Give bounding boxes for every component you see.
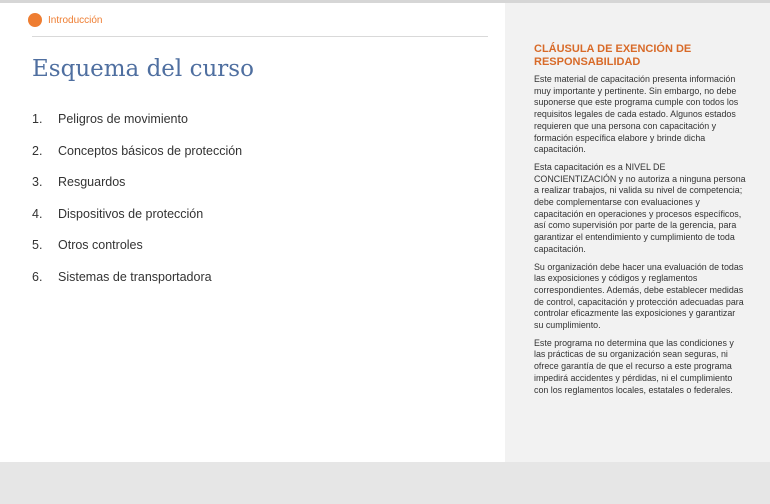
disclaimer-paragraph: Su organización debe hacer una evaluación de todas las exposiciones y códigos y reglamentos correspondientes. Además, debe establecer medidas de control, capacitación y protección adecuadas para controlar eficazmente las exposiciones y garantizar su cumplimiento. [534, 261, 744, 331]
left-panel [0, 3, 505, 462]
disclaimer-paragraph: Esta capacitación es a NIVEL DE CONCIENTIZACIÓN y no autoriza a ninguna persona a realizar trabajos, ni valida su nivel de competencia; debe complementarse con evaluaciones y capacitación en operaciones y procesos específicos, así como supervisión por parte de la gerencia, para garantizar el entendimiento y cumplimiento de toda capacitación. [534, 161, 746, 254]
disclaimer-paragraph: Este programa no determina que las condiciones y las prácticas de su organización sean seguras, ni ofrece garantía de que el recurso a este programa impedirá accidentes y pérdidas, ni el cumplimiento con los reglamentos locales, estatales o federales. [534, 337, 734, 395]
outline-item[interactable] [32, 112, 472, 144]
course-outline-list [32, 112, 472, 302]
page-title: Esquema del curso [32, 56, 254, 83]
header-divider [32, 36, 488, 37]
disclaimer-heading: CLÁUSULA DE EXENCIÓN DE RESPONSABILIDAD [534, 43, 692, 68]
disclaimer-body [534, 74, 746, 402]
outline-item-label: Peligros de movimiento [58, 112, 188, 126]
outline-item-label: Dispositivos de protección [58, 206, 204, 221]
breadcrumb-label: Introducción [48, 14, 103, 26]
outline-item-label: Conceptos básicos de protección [58, 143, 243, 158]
orange-circle-icon [28, 13, 42, 27]
outline-item-number: 1. [32, 112, 43, 126]
outline-item[interactable] [32, 238, 472, 270]
outline-item[interactable] [32, 144, 472, 176]
disclaimer-paragraph: Este material de capacitación presenta información muy importante y pertinente. Sin embargo, no debe suponerse que este programa cumple con todos los requisitos legales de cada estado. Algunos estados requieren que una persona con capacitación y formación específica elabore y brinde dicha capacitación. [534, 74, 739, 155]
outline-item-label: Resguardos [58, 175, 126, 190]
outline-item-number: 2. [32, 143, 43, 158]
outline-item[interactable] [32, 175, 472, 207]
outline-item-label: Sistemas de transportadora [58, 269, 212, 284]
outline-item-label: Otros controles [58, 238, 143, 253]
outline-item-number: 3. [32, 175, 43, 190]
slide [0, 3, 770, 462]
outline-item[interactable] [32, 207, 472, 239]
breadcrumb[interactable] [28, 13, 102, 27]
outline-item-number: 4. [32, 206, 43, 221]
outline-item-number: 6. [32, 269, 43, 284]
outline-item-number: 5. [32, 238, 43, 253]
outline-item[interactable] [32, 270, 472, 302]
